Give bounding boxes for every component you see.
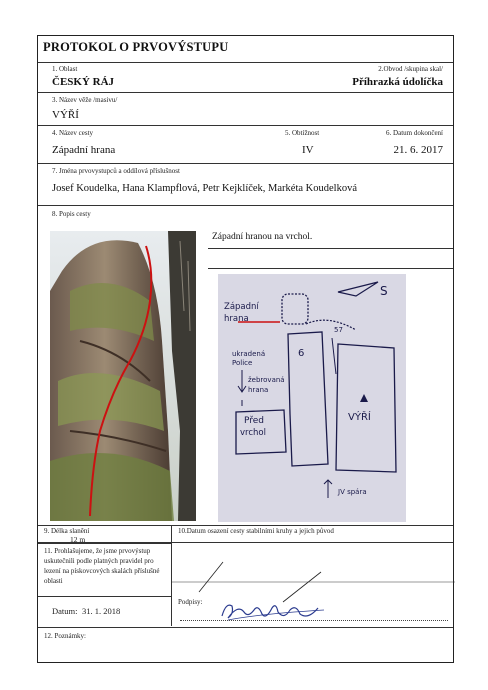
sketch-label-ridge-1: žebrovaná (248, 376, 285, 384)
district-value: Příhrazká údolíčka (352, 76, 443, 88)
route-name-value: Západní hrana (52, 144, 116, 156)
signatures-label: Podpisy: (178, 598, 203, 606)
grade-label: 5. Obtížnost (285, 129, 320, 137)
sketch-label-tower: VÝŘÍ (348, 412, 371, 423)
rappel-underline (38, 543, 171, 544)
date-label: Datum: (52, 606, 78, 616)
rappel-value: 12 m (70, 535, 86, 544)
rock-photo-image (50, 231, 196, 521)
north-arrow-icon (338, 282, 378, 296)
sketch-label-edge: hrana (224, 314, 249, 324)
region-row (38, 63, 453, 93)
description-line-1 (208, 248, 453, 249)
sketch-label-shelf-1: ukradená (232, 350, 266, 358)
sketch-label-before-1: Před (244, 416, 265, 426)
route-photo (50, 231, 196, 521)
description-label: 8. Popis cesty (52, 210, 91, 218)
grade-value: IV (302, 144, 314, 156)
sketch-label-west: Západní (224, 302, 259, 312)
sketch-label-ridge-2: hrana (248, 386, 269, 394)
tower-value: VÝŘÍ (52, 109, 79, 121)
tower-row (38, 93, 453, 126)
signatures-divider (38, 627, 453, 628)
sketch-label-se: JV spára (338, 488, 367, 496)
description-value: Západní hranou na vrchol. (212, 232, 313, 242)
sketch-label-s: S (380, 284, 388, 298)
tower-label: 3. Název věže /masivu/ (52, 96, 118, 104)
notes-label: 12. Poznámky: (44, 632, 86, 640)
rappel-row (38, 526, 453, 543)
page-title: PROTOKOL O PRVOVÝSTUPU (43, 40, 229, 54)
bolts-label: 10.Datum osazení cesty stabilními kruhy a jejich původ (178, 527, 334, 535)
title-row (38, 36, 453, 63)
protocol-form (37, 35, 454, 663)
sketch-label-before-2: vrchol (240, 428, 266, 438)
description-line-2 (208, 268, 453, 269)
declaration-divider (38, 596, 171, 597)
region-label: 1. Oblast (52, 65, 78, 73)
rappel-label: 9. Délka slanění (44, 527, 90, 535)
sketch-label-shelf-2: Police (232, 359, 253, 367)
climbers-label: 7. Jména prvovystupců a oddílová příslušnost (52, 167, 180, 175)
declaration-text: 11. Prohlašujeme, že jsme prvovýstup uskutečnili podle platných pravidel pro lezení na pískovcových skalách příslušné oblasti (44, 547, 160, 585)
date-value: 31. 1. 2018 (82, 606, 121, 616)
route-row (38, 126, 453, 164)
sketch-label-57: 57 (334, 326, 343, 334)
sketch-label-6: 6 (298, 348, 305, 359)
completion-date-value: 21. 6. 2017 (393, 144, 443, 156)
route-name-label: 4. Název cesty (52, 129, 94, 137)
region-value: ČESKÝ RÁJ (52, 76, 115, 88)
climbers-value: Josef Koudelka, Hana Klampflová, Petr Kejklíček, Markéta Koudelková (52, 183, 357, 194)
signature-line (180, 620, 448, 621)
completion-date-label: 6. Datum dokončení (386, 129, 443, 137)
climbers-row (38, 164, 453, 206)
district-label: 2.Obvod /skupina skal/ (378, 65, 443, 73)
route-sketch (218, 274, 406, 522)
